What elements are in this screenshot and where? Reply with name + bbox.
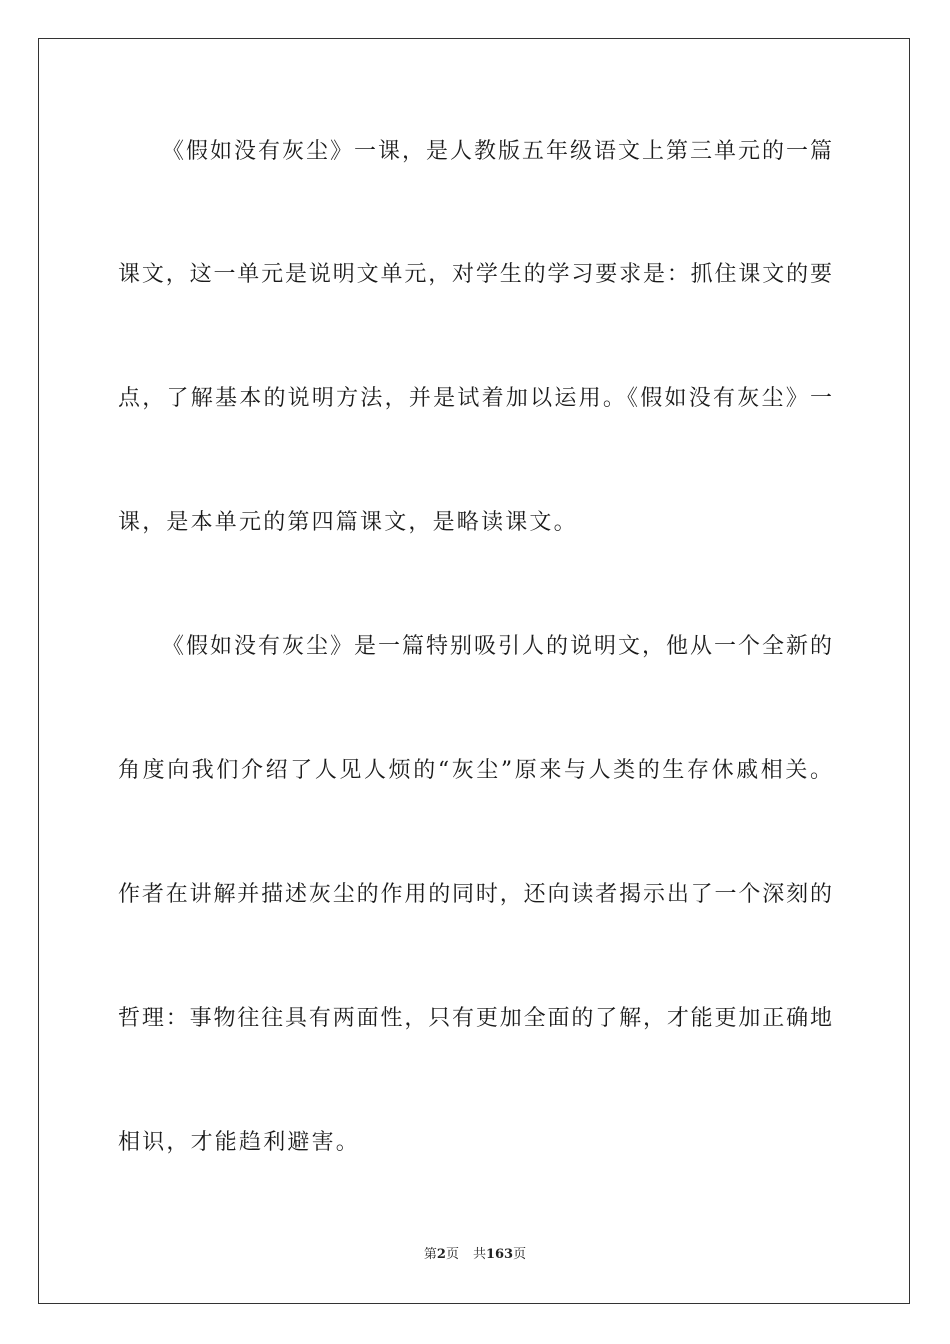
footer-page-number: 2 (436, 1247, 446, 1262)
footer-total-prefix: 共 (472, 1247, 486, 1262)
paragraph-1-line-4: 课，是本单元的第四篇课文，是略读课文。 (118, 510, 578, 535)
paragraph-2-line-1: 《假如没有灰尘》是一篇特别吸引人的说明文，他从一个全新的 (162, 634, 832, 659)
paragraph-2-line-4: 哲理：事物往往具有两面性，只有更加全面的了解，才能更加正确地 (118, 1006, 832, 1031)
page-footer (0, 1246, 950, 1264)
paragraph-2-line-2: 角度向我们介绍了人见人烦的“灰尘”原来与人类的生存休戚相关。 (118, 758, 832, 783)
paragraph-1-line-1: 《假如没有灰尘》一课，是人教版五年级语文上第三单元的一篇 (162, 139, 832, 164)
paragraph-1-line-3: 点，了解基本的说明方法，并是试着加以运用。《假如没有灰尘》一 (118, 386, 832, 411)
page-border (38, 38, 910, 1304)
footer-total-suffix: 页 (513, 1247, 527, 1262)
footer-total-pages: 163 (485, 1247, 514, 1262)
paragraph-1-line-2: 课文，这一单元是说明文单元，对学生的学习要求是：抓住课文的要 (118, 262, 832, 287)
paragraph-2-line-3: 作者在讲解并描述灰尘的作用的同时，还向读者揭示出了一个深刻的 (118, 882, 832, 907)
footer-page-suffix: 页 (445, 1247, 459, 1262)
paragraph-2-line-5: 相识，才能趋利避害。 (118, 1130, 361, 1155)
footer-page-prefix: 第 (423, 1247, 437, 1262)
